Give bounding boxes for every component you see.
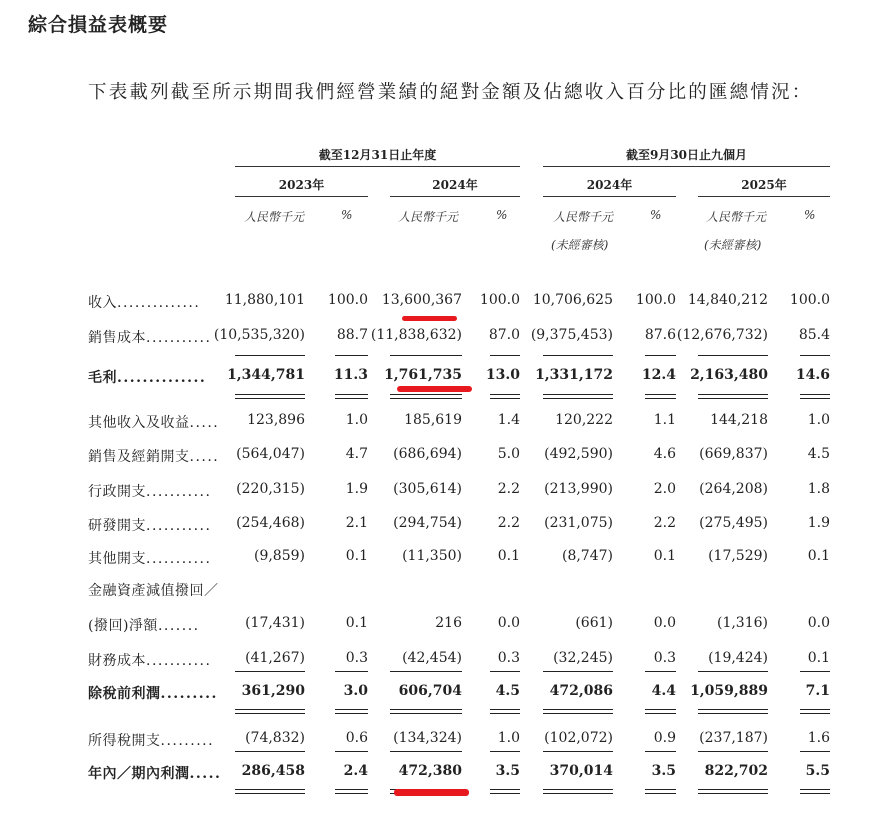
row-label-other-expenses [88, 548, 211, 568]
leader-dots: ........... [146, 330, 212, 346]
subtotal-rule [235, 671, 305, 672]
percent-cell-impairment-net: 0.0 [497, 615, 520, 631]
percent-cell-profit-before-tax: 7.1 [805, 683, 830, 699]
leader-dots: .............. [117, 370, 207, 386]
amount-cell-cost-of-sales: (12,676,732) [676, 327, 768, 343]
amount-cell-impairment-net: (1,316) [716, 615, 768, 631]
subtotal-rule [390, 355, 462, 356]
amount-cell-selling-expenses: (492,590) [544, 446, 613, 462]
percent-cell-cost-of-sales: 87.0 [488, 327, 520, 343]
amount-cell-rd-expenses: (294,754) [393, 515, 462, 531]
amount-cell-income-tax: (74,832) [245, 730, 305, 746]
percent-cell-income-tax: 0.9 [653, 730, 676, 746]
row-label-text: 行政開支 [88, 484, 146, 500]
pct-header: % [341, 208, 353, 222]
row-label-text: 收入 [88, 295, 117, 311]
percent-cell-other-expenses: 0.1 [653, 548, 676, 564]
amount-cell-rd-expenses: (275,495) [699, 515, 768, 531]
total-double-rule [698, 789, 768, 794]
row-label-text: 所得稅開支 [88, 733, 161, 749]
total-double-rule [490, 709, 520, 714]
total-double-rule [335, 394, 368, 399]
year-header-2024: 2024年 [432, 178, 478, 192]
subtotal-rule [800, 751, 830, 752]
amount-cell-cost-of-sales: (10,535,320) [213, 327, 305, 343]
row-label-text: 銷售及經銷開支 [88, 449, 190, 465]
group-rule-ninemonth [543, 166, 830, 167]
subtotal-rule [645, 671, 676, 672]
pct-header: % [650, 208, 662, 222]
leader-dots: ....... [157, 618, 200, 634]
subtotal-rule [698, 355, 768, 356]
percent-cell-gross-profit: 14.6 [795, 367, 830, 383]
amount-cell-finance-costs: (42,454) [402, 650, 462, 666]
percent-cell-selling-expenses: 5.0 [497, 446, 520, 462]
year-rule [390, 196, 520, 197]
row-label-text: 金融資產減值撥回／ [88, 583, 219, 599]
subtotal-rule [543, 671, 613, 672]
subtotal-rule [390, 751, 462, 752]
percent-cell-other-expenses: 0.1 [345, 548, 368, 564]
amount-cell-net-profit: 370,014 [549, 763, 613, 779]
subtotal-rule [335, 671, 368, 672]
amount-cell-net-profit: 472,380 [398, 763, 462, 779]
percent-cell-rd-expenses: 2.2 [497, 515, 520, 531]
percent-cell-gross-profit: 11.3 [333, 367, 368, 383]
total-double-rule [645, 789, 676, 794]
amount-cell-rd-expenses: (231,075) [544, 515, 613, 531]
amount-cell-admin-expenses: (220,315) [236, 481, 305, 497]
percent-cell-rd-expenses: 2.2 [653, 515, 676, 531]
amount-cell-gross-profit: 2,163,480 [690, 367, 768, 383]
amount-cell-rd-expenses: (254,468) [236, 515, 305, 531]
row-label-impairment-label [88, 580, 219, 600]
unit-header: 人民幣千元 [706, 210, 767, 224]
row-label-admin-expenses [88, 481, 211, 501]
row-label-text: 除稅前利潤 [88, 686, 161, 702]
total-double-rule [490, 789, 520, 794]
percent-cell-profit-before-tax: 4.5 [495, 683, 520, 699]
amount-cell-cost-of-sales: (11,838,632) [370, 327, 462, 343]
amount-cell-finance-costs: (41,267) [245, 650, 305, 666]
percent-cell-profit-before-tax: 4.4 [651, 683, 676, 699]
total-double-rule [543, 709, 613, 714]
amount-cell-profit-before-tax: 472,086 [549, 683, 613, 699]
percent-cell-cost-of-sales: 87.6 [644, 327, 676, 343]
percent-cell-net-profit: 2.4 [343, 763, 368, 779]
amount-cell-net-profit: 286,458 [241, 763, 305, 779]
leader-dots: ........... [146, 551, 212, 567]
amount-cell-gross-profit: 1,761,735 [384, 367, 462, 383]
percent-cell-revenue: 100.0 [635, 292, 676, 308]
total-double-rule [543, 394, 613, 399]
unaudited-note: (未經審核) [704, 238, 762, 252]
subtotal-rule [490, 751, 520, 752]
amount-cell-selling-expenses: (669,837) [699, 446, 768, 462]
leader-dots: ........... [146, 653, 212, 669]
amount-cell-profit-before-tax: 361,290 [241, 683, 305, 699]
subtotal-rule [543, 355, 613, 356]
amount-cell-income-tax: (134,324) [393, 730, 462, 746]
leader-dots: ......... [160, 733, 215, 749]
row-label-selling-expenses [88, 446, 219, 466]
percent-cell-admin-expenses: 1.8 [807, 481, 830, 497]
pct-header: % [496, 208, 508, 222]
total-double-rule [800, 709, 830, 714]
row-label-rd-expenses [88, 515, 211, 535]
amount-cell-impairment-net: 216 [435, 615, 462, 631]
amount-cell-net-profit: 822,702 [704, 763, 768, 779]
amount-cell-selling-expenses: (686,694) [393, 446, 462, 462]
total-double-rule [335, 709, 368, 714]
group-header-ninemonth: 截至9月30日止九個月 [625, 148, 748, 162]
total-double-rule [645, 394, 676, 399]
group-rule-annual [235, 166, 520, 167]
highlight-mark-net-profit-2024 [394, 789, 469, 796]
pct-header: % [804, 208, 816, 222]
subtotal-rule [235, 751, 305, 752]
row-label-other-income [88, 412, 219, 432]
row-label-profit-before-tax [88, 683, 218, 703]
row-label-revenue [88, 292, 200, 312]
percent-cell-impairment-net: 0.0 [807, 615, 830, 631]
percent-cell-other-income: 1.0 [345, 412, 368, 428]
percent-cell-revenue: 100.0 [327, 292, 368, 308]
unit-header: 人民幣千元 [553, 210, 614, 224]
unaudited-note: (未經審核) [551, 238, 609, 252]
percent-cell-cost-of-sales: 85.4 [798, 327, 830, 343]
amount-cell-other-expenses: (17,529) [708, 548, 768, 564]
amount-cell-other-income: 120,222 [555, 412, 613, 428]
amount-cell-revenue: 10,706,625 [532, 292, 613, 308]
percent-cell-other-expenses: 0.1 [497, 548, 520, 564]
amount-cell-finance-costs: (32,245) [553, 650, 613, 666]
total-double-rule [800, 394, 830, 399]
amount-cell-other-income: 144,218 [710, 412, 768, 428]
row-label-text: 其他開支 [88, 551, 146, 567]
amount-cell-profit-before-tax: 1,059,889 [690, 683, 768, 699]
total-double-rule [490, 394, 520, 399]
percent-cell-cost-of-sales: 88.7 [336, 327, 368, 343]
subtotal-rule [645, 355, 676, 356]
unit-header: 人民幣千元 [398, 210, 459, 224]
percent-cell-income-tax: 1.6 [807, 730, 830, 746]
year-rule [235, 196, 368, 197]
year-rule [698, 196, 830, 197]
amount-cell-other-expenses: (9,859) [253, 548, 305, 564]
year-header-2025-nm: 2025年 [741, 178, 787, 192]
percent-cell-impairment-net: 0.1 [345, 615, 368, 631]
total-double-rule [800, 789, 830, 794]
row-label-text: 毛利 [88, 370, 117, 386]
amount-cell-revenue: 11,880,101 [224, 292, 305, 308]
percent-cell-admin-expenses: 1.9 [345, 481, 368, 497]
amount-cell-admin-expenses: (213,990) [544, 481, 613, 497]
percent-cell-net-profit: 3.5 [495, 763, 520, 779]
group-header-annual: 截至12月31日止年度 [318, 148, 437, 162]
subtotal-rule [800, 671, 830, 672]
total-double-rule [698, 709, 768, 714]
intro-paragraph: 下表載列截至所示期間我們經營業績的絕對金額及佔總收入百分比的匯總情況： [88, 82, 813, 103]
subtotal-rule [543, 751, 613, 752]
leader-dots: ........... [146, 518, 212, 534]
row-label-gross-profit [88, 367, 206, 387]
total-double-rule [390, 709, 462, 714]
total-double-rule [543, 789, 613, 794]
subtotal-rule [335, 751, 368, 752]
percent-cell-other-income: 1.0 [807, 412, 830, 428]
percent-cell-rd-expenses: 1.9 [807, 515, 830, 531]
total-double-rule [645, 709, 676, 714]
percent-cell-profit-before-tax: 3.0 [343, 683, 368, 699]
leader-dots: ..... [189, 766, 222, 782]
percent-cell-net-profit: 5.5 [805, 763, 830, 779]
leader-dots: .............. [117, 295, 201, 311]
year-rule [543, 196, 676, 197]
percent-cell-finance-costs: 0.1 [807, 650, 830, 666]
percent-cell-income-tax: 0.6 [345, 730, 368, 746]
row-label-net-profit [88, 763, 221, 783]
percent-cell-other-expenses: 0.1 [807, 548, 830, 564]
amount-cell-selling-expenses: (564,047) [236, 446, 305, 462]
percent-cell-gross-profit: 13.0 [485, 367, 520, 383]
subtotal-rule [698, 671, 768, 672]
amount-cell-other-income: 123,896 [247, 412, 305, 428]
total-double-rule [235, 709, 305, 714]
subtotal-rule [645, 751, 676, 752]
row-label-text: 財務成本 [88, 653, 146, 669]
percent-cell-income-tax: 1.0 [497, 730, 520, 746]
leader-dots: ..... [189, 415, 220, 431]
row-label-income-tax [88, 730, 214, 750]
year-header-2023: 2023年 [278, 178, 325, 192]
row-label-cost-of-sales [88, 327, 211, 347]
total-double-rule [235, 789, 305, 794]
percent-cell-revenue: 100.0 [789, 292, 830, 308]
percent-cell-impairment-net: 0.0 [653, 615, 676, 631]
highlight-mark-revenue-2024 [402, 316, 457, 321]
total-double-rule [698, 394, 768, 399]
leader-dots: ........... [146, 484, 212, 500]
percent-cell-other-income: 1.4 [497, 412, 520, 428]
amount-cell-gross-profit: 1,344,781 [227, 367, 305, 383]
total-double-rule [335, 789, 368, 794]
unit-header: 人民幣千元 [244, 210, 305, 224]
subtotal-rule [698, 751, 768, 752]
total-double-rule [390, 394, 462, 399]
subtotal-rule [235, 355, 305, 356]
subtotal-rule [490, 671, 520, 672]
row-label-impairment-net [88, 615, 200, 635]
percent-cell-admin-expenses: 2.2 [497, 481, 520, 497]
amount-cell-other-expenses: (11,350) [402, 548, 462, 564]
percent-cell-selling-expenses: 4.6 [653, 446, 676, 462]
subtotal-rule [335, 355, 368, 356]
amount-cell-income-tax: (237,187) [699, 730, 768, 746]
row-label-finance-costs [88, 650, 211, 670]
highlight-mark-gross-profit-2024 [397, 386, 472, 392]
amount-cell-admin-expenses: (305,614) [393, 481, 462, 497]
subtotal-rule [800, 355, 830, 356]
amount-cell-gross-profit: 1,331,172 [535, 367, 613, 383]
section-heading: 綜合損益表概要 [28, 14, 169, 36]
row-label-text: 研發開支 [88, 518, 146, 534]
subtotal-rule [390, 671, 462, 672]
amount-cell-profit-before-tax: 606,704 [398, 683, 462, 699]
subtotal-rule [490, 355, 520, 356]
row-label-text: 其他收入及收益 [88, 415, 190, 431]
row-label-text: 銷售成本 [88, 330, 146, 346]
amount-cell-other-income: 185,619 [404, 412, 462, 428]
percent-cell-finance-costs: 0.3 [653, 650, 676, 666]
percent-cell-gross-profit: 12.4 [641, 367, 676, 383]
row-label-text: 年內／期內利潤 [88, 766, 190, 782]
row-label-text: (撥回)淨額 [88, 618, 158, 634]
amount-cell-income-tax: (102,072) [544, 730, 613, 746]
percent-cell-finance-costs: 0.3 [345, 650, 368, 666]
leader-dots: ..... [189, 449, 220, 465]
total-double-rule [235, 394, 305, 399]
amount-cell-other-expenses: (8,747) [561, 548, 613, 564]
leader-dots: ......... [160, 686, 218, 702]
percent-cell-other-income: 1.1 [653, 412, 676, 428]
amount-cell-impairment-net: (17,431) [245, 615, 305, 631]
percent-cell-net-profit: 3.5 [651, 763, 676, 779]
amount-cell-admin-expenses: (264,208) [699, 481, 768, 497]
year-header-2024-nm: 2024年 [586, 178, 633, 192]
percent-cell-selling-expenses: 4.5 [807, 446, 830, 462]
percent-cell-selling-expenses: 4.7 [345, 446, 368, 462]
percent-cell-rd-expenses: 2.1 [345, 515, 368, 531]
percent-cell-revenue: 100.0 [479, 292, 520, 308]
amount-cell-cost-of-sales: (9,375,453) [530, 327, 613, 343]
amount-cell-impairment-net: (661) [575, 615, 613, 631]
amount-cell-revenue: 13,600,367 [381, 292, 462, 308]
amount-cell-finance-costs: (19,424) [708, 650, 768, 666]
amount-cell-revenue: 14,840,212 [687, 292, 768, 308]
percent-cell-finance-costs: 0.3 [497, 650, 520, 666]
percent-cell-admin-expenses: 2.0 [653, 481, 676, 497]
